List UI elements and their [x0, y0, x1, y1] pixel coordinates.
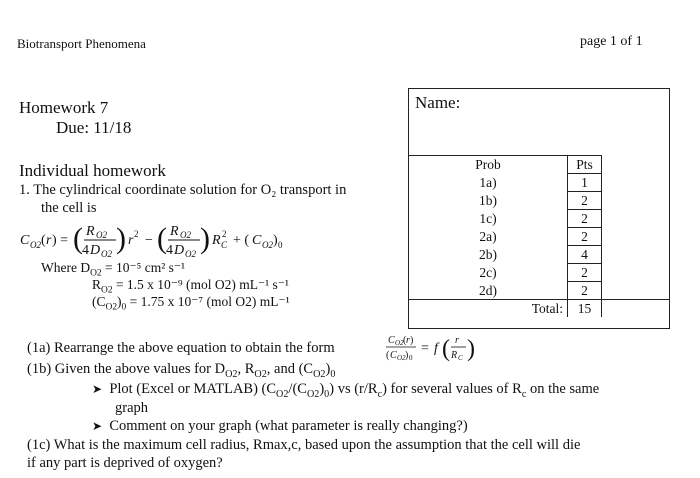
svg-text:O2: O2	[180, 230, 191, 240]
table-row-pts: 2	[568, 228, 602, 246]
svg-text:+ (: + (	[233, 233, 250, 248]
total-pts: 15	[568, 300, 602, 318]
prob-header: Prob	[409, 156, 568, 174]
bullet-plot-text-c: on the same	[526, 381, 600, 397]
arrow-bullet-icon: ➤	[92, 382, 103, 396]
page-number: page 1 of 1	[580, 34, 643, 49]
bullet-comment	[92, 418, 468, 435]
svg-text:(: (	[157, 222, 167, 255]
svg-text:C: C	[221, 240, 228, 250]
svg-text:): )	[273, 233, 278, 248]
svg-text:) =: ) =	[52, 233, 69, 248]
bullet-comment-text: Comment on your graph (what parameter is really changing?)	[109, 418, 468, 434]
svg-text:): )	[405, 350, 409, 361]
course-title: Biotransport Phenomena	[17, 36, 146, 51]
bullet-plot-text: Plot (Excel or MATLAB) (C	[109, 381, 277, 397]
svg-text:(: (	[442, 336, 450, 362]
blank-cell	[602, 264, 670, 282]
score-table	[409, 155, 669, 317]
problem1-intro-cont: the cell is	[41, 200, 97, 216]
svg-text:O2: O2	[96, 230, 107, 240]
svg-text:4: 4	[166, 243, 173, 258]
due-date: Due: 11/18	[56, 118, 132, 137]
question-1b-end: , and (C	[266, 361, 314, 377]
where-label: Where D	[41, 260, 91, 275]
svg-text:O2: O2	[262, 240, 273, 250]
svg-text:C: C	[388, 335, 395, 346]
blank-cell	[602, 192, 670, 210]
svg-text:f: f	[434, 341, 438, 356]
svg-text:r: r	[46, 233, 52, 248]
question-1b: (1b) Given the above values for $D_{O2}$, $R_{O2}$, and $(C_{O2})_0$	[27, 361, 336, 380]
svg-text:R: R	[86, 224, 95, 239]
pts-header: Pts	[568, 156, 602, 174]
grading-box	[408, 88, 670, 329]
svg-text:R: R	[170, 224, 179, 239]
svg-text:r: r	[455, 335, 459, 346]
svg-text:r: r	[128, 233, 134, 248]
svg-text:C: C	[252, 233, 262, 248]
blank-cell	[602, 246, 670, 264]
svg-text:R: R	[212, 233, 221, 248]
blank-cell	[602, 300, 670, 318]
svg-text:r: r	[406, 335, 410, 346]
consumption-line: $R_{O2} = 1.5$ x 10⁻⁹ (mol O2) mL⁻¹ s⁻¹	[92, 277, 289, 296]
svg-text:): )	[467, 336, 475, 362]
oxygen-profile-equation	[18, 217, 378, 261]
table-row-pts: 2	[568, 282, 602, 300]
arrow-bullet-icon: ➤	[92, 419, 103, 433]
svg-text:C: C	[458, 354, 463, 362]
svg-text:0: 0	[409, 354, 413, 362]
homework-title: Homework 7	[19, 98, 109, 117]
svg-text:0: 0	[278, 240, 283, 250]
total-label: Total:	[409, 300, 568, 318]
consumption-value: = 1.5 x 10⁻⁹ (mol O2) mL⁻¹ s⁻¹	[112, 277, 289, 292]
concentration-line: $(C_{O2})_0 = 1.75$ x 10⁻⁷ (mol O2) mL⁻¹	[92, 294, 290, 313]
diffusivity-value: = 10⁻⁵ cm² s⁻¹	[101, 260, 186, 275]
svg-text:(: (	[403, 335, 407, 346]
svg-text:(: (	[73, 222, 83, 255]
svg-text:): )	[200, 222, 210, 255]
table-row-pts: 2	[568, 192, 602, 210]
name-label: Name:	[415, 93, 461, 112]
svg-text:D: D	[174, 243, 185, 258]
diffusivity-line: Where $D_{O2} = 10^{-5}$ cm² s⁻¹	[41, 260, 186, 279]
table-row-prob: 2b)	[479, 247, 497, 262]
concentration-value: = 1.75 x 10⁻⁷ (mol O2) mL⁻¹	[126, 294, 290, 309]
svg-text:C: C	[20, 233, 30, 248]
svg-text:O2: O2	[185, 249, 196, 259]
table-row-pts: 2	[568, 264, 602, 282]
table-row-prob: 2c)	[479, 265, 497, 280]
svg-text:(: (	[386, 350, 390, 361]
table-row-prob: 1b)	[479, 193, 497, 208]
svg-text:O2: O2	[395, 339, 404, 347]
bullet-plot-cont: graph	[115, 400, 149, 416]
svg-text:R: R	[451, 350, 458, 361]
bullet-plot: ➤ Plot (Excel or MATLAB) $(C_{O2}/(C_{O2})_0)$ vs $(r/R_c)$ for several values of $R_c$ on the same	[92, 381, 600, 400]
table-row-pts: 2	[568, 210, 602, 228]
blank-cell	[602, 228, 670, 246]
svg-text:D: D	[90, 243, 101, 258]
target-form-equation	[384, 330, 514, 366]
table-row-prob: 2d)	[479, 282, 497, 298]
table-row-pts: 1	[568, 174, 602, 192]
svg-text:2: 2	[134, 229, 139, 239]
homework-type: Individual homework	[19, 161, 166, 180]
table-row-prob: 1a)	[479, 175, 497, 190]
svg-text:O2: O2	[30, 240, 41, 250]
svg-text:): )	[116, 222, 126, 255]
table-row-pts: 4	[568, 246, 602, 264]
bullet-plot-text-b: for several values of R	[386, 381, 522, 397]
question-1c: (1c) What is the maximum cell radius, Rmax,c, based upon the assumption that the cell will die	[27, 437, 581, 453]
table-row-prob: 2a)	[479, 229, 497, 244]
svg-text:2: 2	[222, 229, 227, 239]
blank-cell	[602, 282, 670, 300]
problem1-intro: 1. The cylindrical coordinate solution for O₂ transport in	[19, 182, 347, 198]
svg-text:C: C	[390, 350, 397, 361]
svg-text:4: 4	[82, 243, 89, 258]
blank-cell	[602, 210, 670, 228]
svg-text:=: =	[421, 341, 429, 356]
blank-cell	[602, 174, 670, 192]
question-1b-text: (1b) Given the above values for D	[27, 361, 226, 377]
svg-text:(: (	[41, 233, 46, 248]
question-1c-cont: if any part is deprived of oxygen?	[27, 455, 223, 471]
svg-text:O2: O2	[397, 354, 406, 362]
table-row-prob: 1c)	[479, 211, 497, 226]
svg-text:): )	[410, 335, 414, 346]
blank-cell	[602, 156, 670, 174]
svg-text:O2: O2	[101, 249, 112, 259]
question-1a: (1a) Rearrange the above equation to obtain the form	[27, 340, 335, 356]
svg-text:−: −	[145, 233, 153, 248]
